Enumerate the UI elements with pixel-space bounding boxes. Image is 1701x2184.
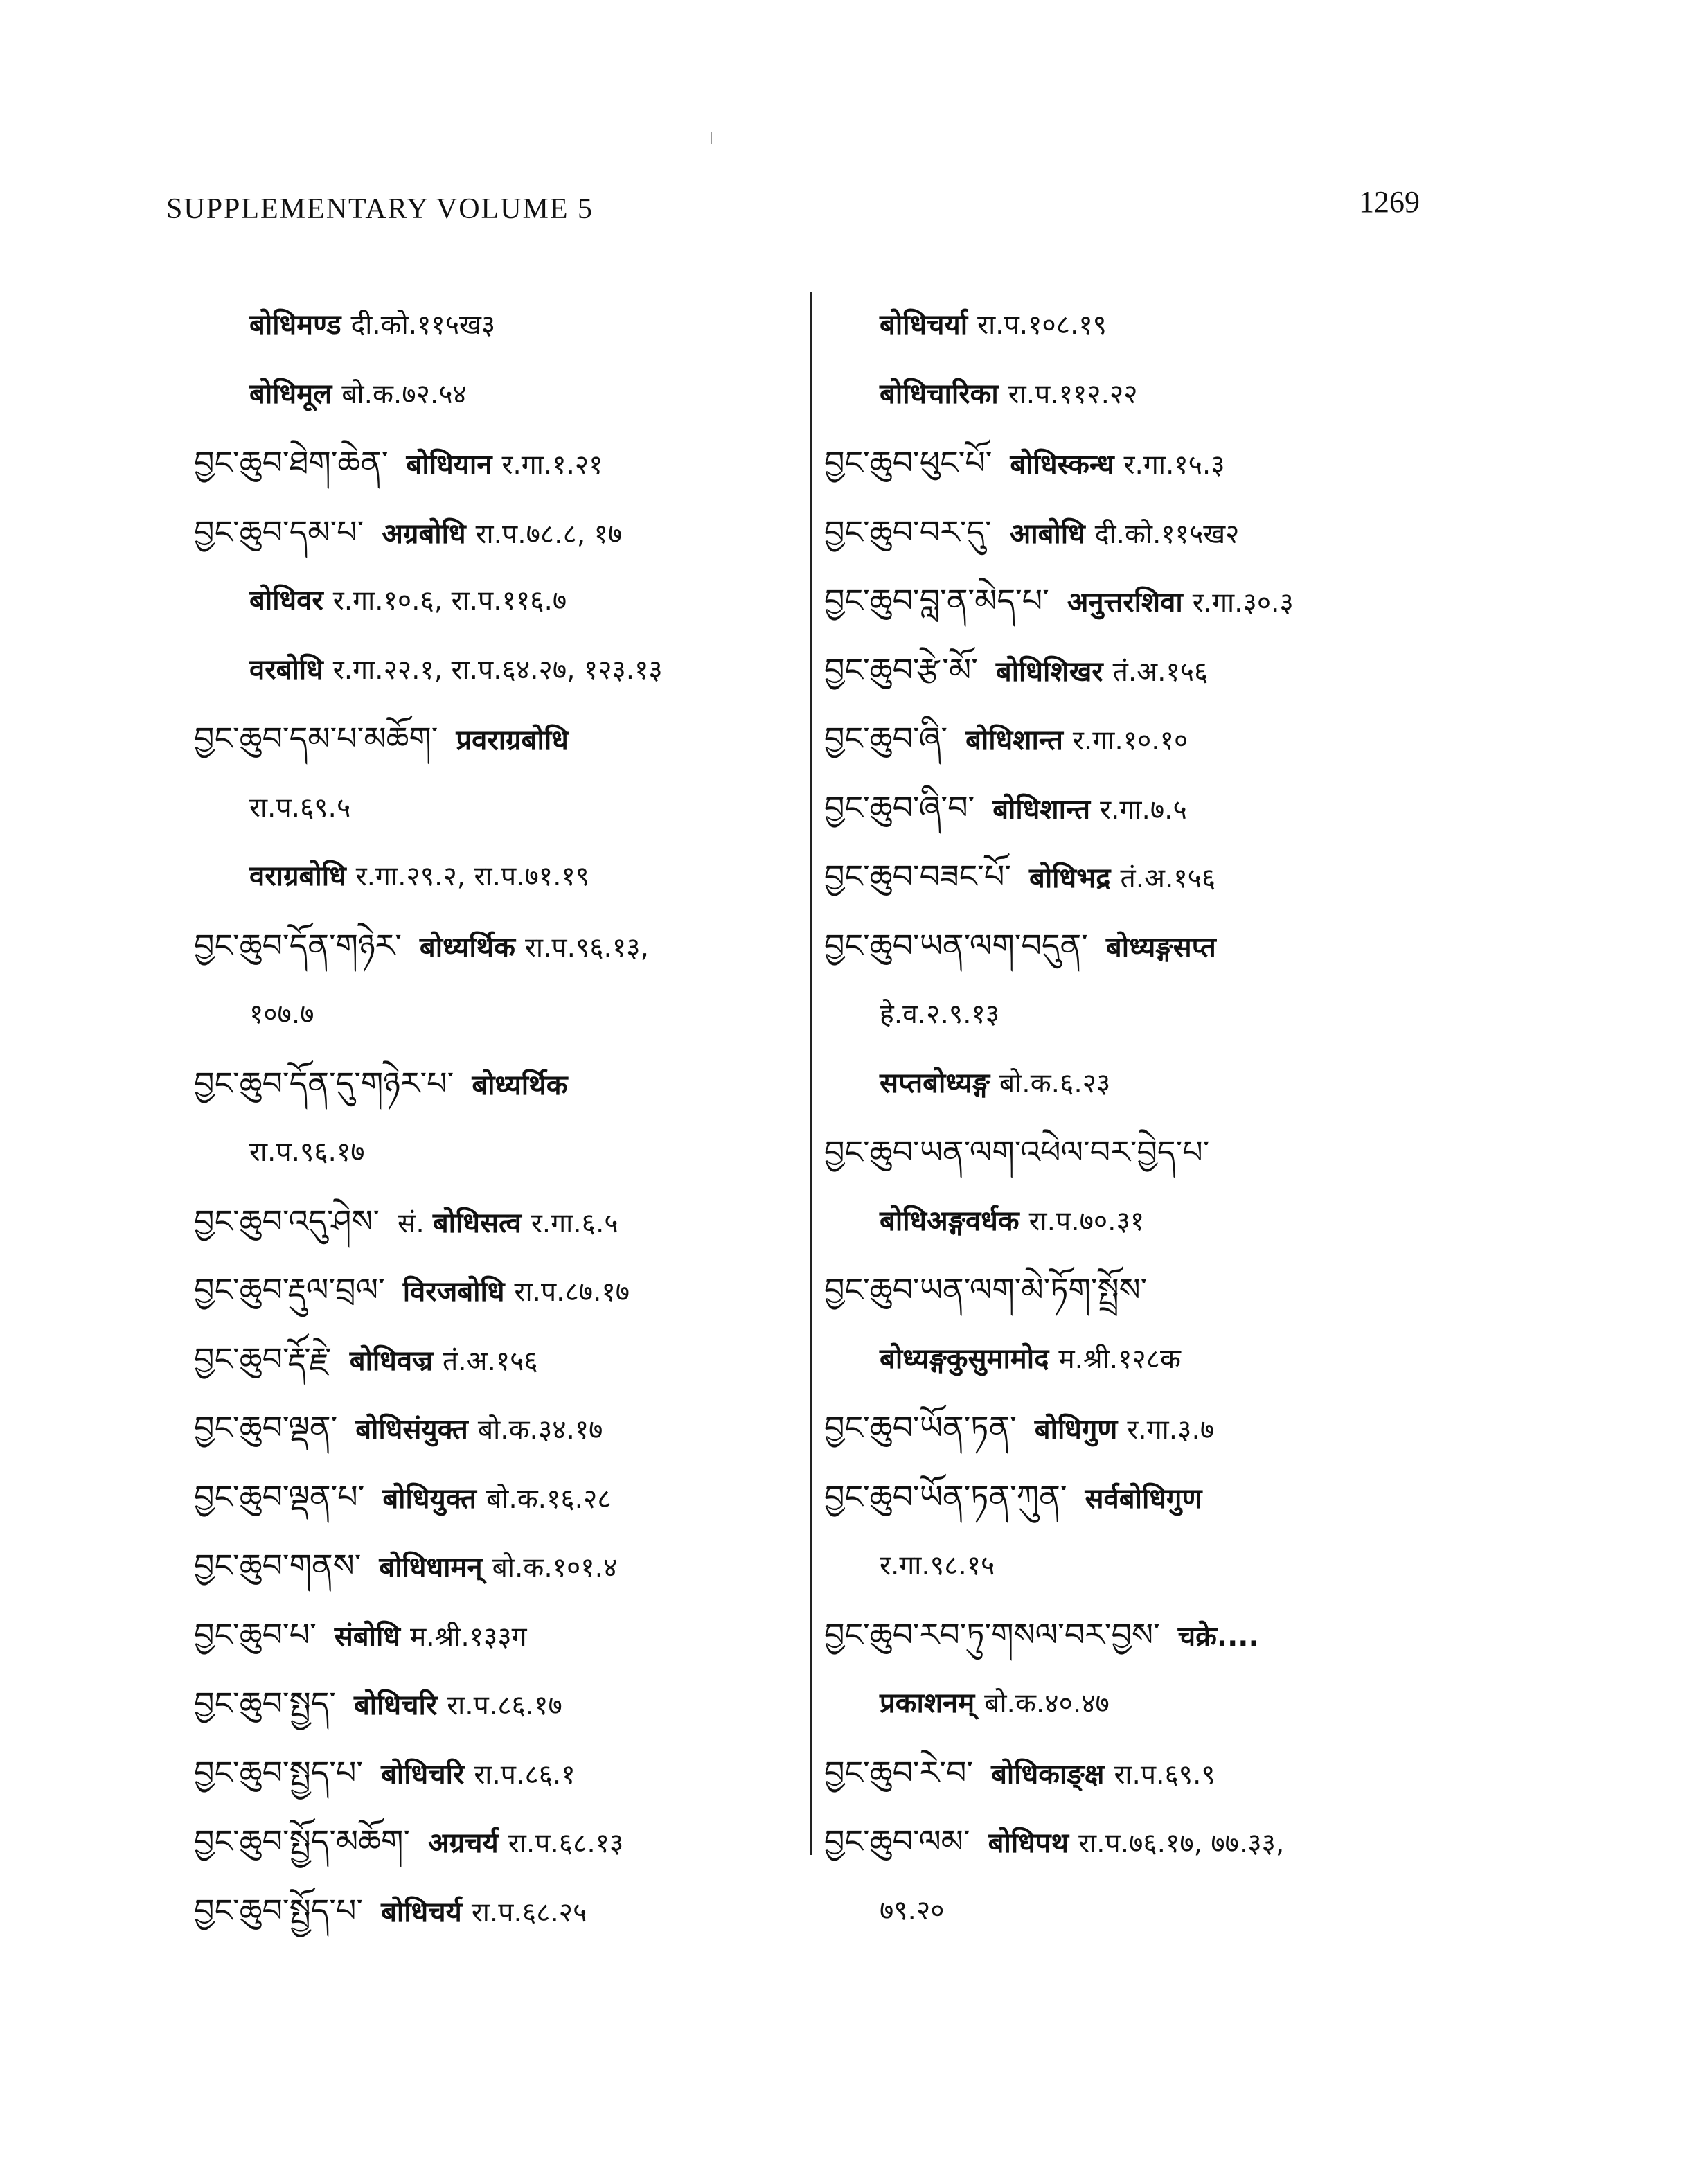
source-reference: दी.को.११५ख२ bbox=[1094, 518, 1240, 550]
source-reference: रा.प.९६.१७ bbox=[249, 1137, 365, 1168]
entry-line bbox=[194, 1463, 803, 1532]
entry-line bbox=[194, 1601, 803, 1670]
source-reference: रा.प.८७.१७ bbox=[514, 1277, 630, 1308]
entry-line bbox=[194, 1394, 803, 1463]
entry-line bbox=[824, 1532, 1683, 1601]
entry-line bbox=[824, 1118, 1683, 1187]
source-reference: र.गा.९८.१५ bbox=[880, 1550, 995, 1581]
entry-line bbox=[194, 1118, 803, 1187]
sanskrit-headword: बोधिपथ bbox=[988, 1827, 1069, 1859]
sanskrit-headword: बोधिचर्य bbox=[381, 1896, 462, 1928]
entry-line bbox=[824, 1187, 1683, 1257]
sanskrit-headword: बोधिमूल bbox=[249, 378, 332, 410]
sanskrit-headword: अग्रबोधि bbox=[382, 517, 466, 550]
entry-line bbox=[194, 636, 803, 705]
tibetan-term: བྱང་ཆུབ་ཞི་ bbox=[824, 720, 948, 757]
entry-line bbox=[824, 912, 1683, 981]
source-reference: बो.क.७२.५४ bbox=[341, 378, 467, 410]
sanskrit-headword: आबोधि bbox=[1009, 517, 1085, 550]
tibetan-term: བྱང་ཆུབ་རྡོ་རྗེ་ bbox=[194, 1340, 332, 1378]
tibetan-term: བྱང་ཆུབ་དོན་དུ་གཉེར་པ་ bbox=[194, 1064, 454, 1102]
source-reference: र.गा.२२.१, रा.प.६४.२७, १२३.१३ bbox=[332, 654, 663, 686]
entry-line bbox=[194, 360, 803, 429]
source-reference: रा.प.८६.१७ bbox=[447, 1690, 562, 1721]
sanskrit-headword: बोधिस्कन्ध bbox=[1010, 449, 1114, 481]
sanskrit-headword: सप्तबोध्यङ्ग bbox=[880, 1067, 990, 1099]
sanskrit-headword: बोधिगुण bbox=[1034, 1414, 1118, 1446]
source-reference: रा.प.१०८.१९ bbox=[977, 310, 1107, 341]
source-reference: दी.को.११५ख३ bbox=[350, 310, 496, 341]
sanskrit-headword: विरजबोधि bbox=[402, 1276, 505, 1308]
sanskrit-headword: बोधिधामन् bbox=[379, 1552, 483, 1583]
source-reference: तं.अ.१५६ bbox=[1112, 656, 1209, 688]
source-reference: १०७.७ bbox=[249, 999, 314, 1030]
entry-line bbox=[194, 1049, 803, 1119]
entry-line bbox=[194, 1325, 803, 1394]
source-reference: र.गा.१५.३ bbox=[1123, 450, 1225, 481]
tibetan-term: བྱང་ཆུབ་ལམ་ bbox=[824, 1822, 970, 1860]
source-reference: बो.क.४०.४७ bbox=[984, 1688, 1110, 1719]
source-reference: र.गा.१०.१० bbox=[1072, 725, 1188, 756]
tibetan-term: བྱང་ཆུབ་པ་ bbox=[194, 1615, 317, 1653]
tibetan-term: བྱང་ཆུབ་འདུ་ཤེས་ bbox=[194, 1202, 380, 1240]
entry-line bbox=[194, 774, 803, 843]
source-reference: बो.क.३४.१७ bbox=[477, 1414, 603, 1446]
source-reference: तं.अ.१५६ bbox=[443, 1345, 538, 1377]
sanskrit-headword: संबोधि bbox=[334, 1620, 400, 1653]
source-reference: रा.प.९६.१३, bbox=[524, 932, 649, 964]
source-reference: रा.प.७८.८, १७ bbox=[475, 518, 623, 550]
tibetan-term: བྱང་ཆུབ་རྡུལ་བྲལ་ bbox=[194, 1271, 385, 1308]
entry-line bbox=[824, 567, 1683, 636]
entry-line bbox=[824, 429, 1683, 498]
sanskrit-headword: बोधिचर्या bbox=[880, 309, 968, 341]
source-reference: बो.क.१०१.४ bbox=[492, 1552, 618, 1583]
tibetan-term: བྱང་ཆུབ་དམ་པ་མཆོག་ bbox=[194, 720, 438, 757]
left-column bbox=[194, 291, 803, 1945]
sanskrit-headword: बोधियुक्त bbox=[382, 1482, 477, 1515]
tibetan-term: བྱང་ཆུབ་ཡན་ལག་འཕེལ་བར་བྱེད་པ་ bbox=[824, 1133, 1210, 1171]
sanskrit-headword: बोधिचारिका bbox=[880, 378, 999, 410]
tibetan-term: བྱང་ཆུབ་བླ་ན་མེད་པ་ bbox=[824, 582, 1049, 619]
sanskrit-headword: बोध्यङ्गसप्त bbox=[1105, 931, 1216, 964]
entry-line bbox=[194, 429, 803, 498]
sanskrit-headword: बोधिशान्त bbox=[992, 793, 1091, 826]
source-reference: रा.प.६८.१३ bbox=[508, 1828, 624, 1859]
sanskrit-headword: बोधिसत्व bbox=[432, 1207, 522, 1239]
tibetan-term: བྱང་ཆུབ་ཡོན་ཏན་ bbox=[824, 1409, 1017, 1446]
sanskrit-headword: बोध्यर्थिक bbox=[419, 931, 515, 964]
tibetan-term: བྱང་ཆུབ་བར་དུ་ bbox=[824, 513, 992, 551]
sanskrit-headword: प्रकाशनम् bbox=[880, 1687, 975, 1719]
sanskrit-headword: सर्वबोधिगुण bbox=[1085, 1482, 1202, 1515]
entry-line bbox=[194, 1807, 803, 1876]
sanskrit-headword: बोधिशान्त bbox=[965, 725, 1063, 756]
entry-line bbox=[824, 1049, 1683, 1119]
source-reference: ७९.२० bbox=[880, 1894, 945, 1926]
source-reference: र.गा.१०.६, रा.प.११६.७ bbox=[332, 585, 567, 616]
sanskrit-headword: अग्रचर्य bbox=[428, 1827, 499, 1859]
source-reference: र.गा.३०.३ bbox=[1192, 587, 1294, 619]
source-reference: बो.क.१६.२८ bbox=[486, 1483, 612, 1515]
entry-line bbox=[194, 912, 803, 981]
entry-line bbox=[824, 1394, 1683, 1463]
entry-line bbox=[194, 291, 803, 360]
tibetan-term: བྱང་ཆུབ་བཟང་པོ་ bbox=[824, 858, 1011, 895]
source-reference: र.गा.१.२१ bbox=[501, 450, 603, 481]
right-column bbox=[824, 291, 1683, 1945]
entry-line bbox=[194, 704, 803, 774]
source-reference: तं.अ.१५६ bbox=[1120, 863, 1216, 894]
source-reference: रा.प.६९.९ bbox=[1114, 1759, 1215, 1791]
sanskrit-headword: बोधिचरि bbox=[381, 1758, 465, 1791]
entry-line bbox=[824, 774, 1683, 843]
tibetan-term: བྱང་ཆུབ་ཞི་བ་ bbox=[824, 788, 975, 826]
source-reference: र.गा.२९.२, रा.प.७१.१९ bbox=[355, 861, 590, 892]
sanskrit-headword: बोधिशिखर bbox=[995, 655, 1103, 688]
sanskrit-headword: प्रवराग्रबोधि bbox=[456, 725, 569, 756]
tibetan-term: བྱང་ཆུབ་དོན་གཉེར་ bbox=[194, 926, 402, 964]
tibetan-term: བྱང་ཆུབ་ཡན་ལག་བདུན་ bbox=[824, 926, 1088, 964]
entry-line bbox=[824, 980, 1683, 1049]
entry-line bbox=[824, 498, 1683, 567]
entry-line bbox=[824, 360, 1683, 429]
source-reference: रा.प.११२.२२ bbox=[1008, 378, 1138, 410]
entry-line bbox=[194, 1532, 803, 1601]
entry-line bbox=[824, 1739, 1683, 1808]
tibetan-term: བྱང་ཆུབ་ཡོན་ཏན་ཀུན་ bbox=[824, 1477, 1067, 1516]
entry-line bbox=[824, 1325, 1683, 1394]
tibetan-term: བྱང་ཆུབ་སྤྱད་པ་ bbox=[194, 1753, 364, 1791]
entry-line bbox=[824, 1807, 1683, 1876]
entry-line bbox=[824, 291, 1683, 360]
sanskrit-headword: अनुत्तरशिवा bbox=[1067, 587, 1183, 619]
entry-line bbox=[824, 1669, 1683, 1739]
tibetan-term: བྱང་ཆུབ་སྤྱོད་མཆོག་ bbox=[194, 1822, 411, 1860]
sanskrit-headword: बोधिकाङ्क्ष bbox=[991, 1758, 1105, 1791]
sanskrit-headword: बोधियान bbox=[406, 449, 492, 481]
tibetan-term: བྱང་ཆུབ་རྩེ་མོ་ bbox=[824, 650, 978, 689]
entry-line bbox=[824, 1463, 1683, 1532]
source-reference: म.श्री.१३३ग bbox=[409, 1621, 527, 1653]
source-reference: रा.प.८६.१ bbox=[474, 1759, 576, 1791]
term-prefix: सं. bbox=[398, 1207, 425, 1239]
entry-line bbox=[194, 1739, 803, 1808]
source-reference: बो.क.६.२३ bbox=[999, 1067, 1111, 1099]
entry-line bbox=[824, 842, 1683, 912]
source-reference: रा.प.६९.५ bbox=[249, 792, 351, 824]
entry-line bbox=[824, 636, 1683, 705]
source-reference: रा.प.७६.१७, ७७.३३, bbox=[1078, 1828, 1285, 1859]
source-reference: र.गा.३.७ bbox=[1127, 1414, 1215, 1446]
sanskrit-headword: वराग्रबोधि bbox=[249, 860, 346, 892]
source-reference: रा.प.७०.३१ bbox=[1028, 1205, 1145, 1237]
tibetan-term: བྱང་ཆུབ་གནས་ bbox=[194, 1547, 362, 1584]
entry-line bbox=[824, 1876, 1683, 1946]
tibetan-term: བྱང་ཆུབ་དམ་པ་ bbox=[194, 513, 364, 551]
tibetan-term: བྱང་ཆུབ་ཕུང་པོ་ bbox=[824, 444, 992, 481]
entry-line bbox=[194, 1876, 803, 1946]
entry-line bbox=[824, 1256, 1683, 1325]
scan-speck bbox=[711, 132, 712, 144]
source-reference: र.गा.७.५ bbox=[1100, 794, 1187, 826]
sanskrit-headword: बोधिअङ्गवर्धक bbox=[880, 1205, 1019, 1237]
running-header: SUPPLEMENTARY VOLUME 5 bbox=[166, 193, 594, 225]
sanskrit-headword: वरबोधि bbox=[249, 653, 323, 686]
sanskrit-headword: बोधिसंयुक्त bbox=[355, 1414, 468, 1446]
tibetan-term: བྱང་ཆུབ་རེ་བ་ bbox=[824, 1753, 974, 1791]
entry-line bbox=[194, 842, 803, 912]
entry-line bbox=[194, 1256, 803, 1325]
entry-line bbox=[194, 1669, 803, 1739]
tibetan-term: བྱང་ཆུབ་རབ་ཏུ་གསལ་བར་བྱས་ bbox=[824, 1615, 1160, 1653]
source-reference: रा.प.६८.२५ bbox=[471, 1897, 587, 1928]
tibetan-term: བྱང་ཆུབ་སྤྱོད་པ་ bbox=[194, 1891, 364, 1929]
source-reference: हे.व.२.९.१३ bbox=[880, 999, 1000, 1030]
entry-line bbox=[194, 1187, 803, 1257]
sanskrit-headword: बोध्यङ्गकुसुमामोद bbox=[880, 1342, 1049, 1375]
sanskrit-headword: बोध्यर्थिक bbox=[472, 1069, 568, 1101]
page-number: 1269 bbox=[1359, 185, 1420, 219]
column-divider bbox=[810, 292, 812, 1855]
entry-line bbox=[194, 498, 803, 567]
tibetan-term: བྱང་ཆུབ་ལྡན་ bbox=[194, 1409, 338, 1446]
sanskrit-headword: बोधिवज्र bbox=[349, 1344, 434, 1377]
tibetan-term: བྱང་ཆུབ་ལྡན་པ་ bbox=[194, 1477, 365, 1516]
sanskrit-headword: बोधिवर bbox=[249, 585, 323, 616]
tibetan-term: བྱང་ཆུབ་ཐེག་ཆེན་ bbox=[194, 444, 389, 481]
entry-line bbox=[824, 1601, 1683, 1670]
tibetan-term: བྱང་ཆུབ་སྤྱད་ bbox=[194, 1685, 336, 1722]
sanskrit-headword: बोधिमण्ड bbox=[249, 309, 341, 341]
entry-line bbox=[194, 980, 803, 1049]
entry-line bbox=[194, 567, 803, 636]
sanskrit-headword: बोधिचरि bbox=[353, 1689, 438, 1721]
sanskrit-headword: चक्रे.... bbox=[1177, 1620, 1259, 1653]
tibetan-term: བྱང་ཆུབ་ཡན་ལག་མེ་ཏོག་སྤྲོས་ bbox=[824, 1271, 1148, 1308]
source-reference: र.गा.६.५ bbox=[531, 1207, 618, 1239]
source-reference: म.श्री.१२८क bbox=[1058, 1343, 1181, 1375]
sanskrit-headword: बोधिभद्र bbox=[1028, 862, 1111, 894]
entry-line bbox=[824, 704, 1683, 774]
